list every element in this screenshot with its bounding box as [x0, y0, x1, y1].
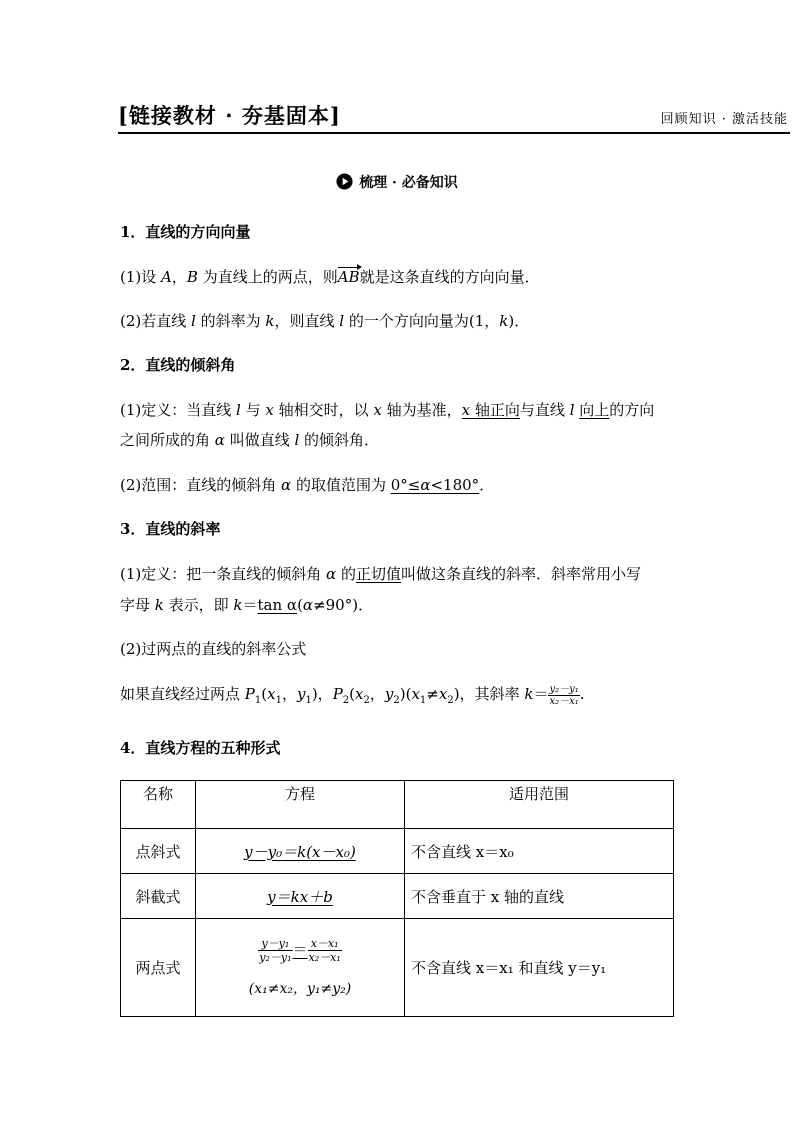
- table-header-cell: 适用范围: [405, 781, 674, 829]
- paragraph-1-1: (1)设 A，B 为直线上的两点，则AB就是这条直线的方向向量．: [120, 268, 540, 286]
- heading-4: 4．直线方程的五种形式: [120, 739, 281, 757]
- slope-fraction: $\frac{\text{y₂－y₁}}{\text{x₂－x₁}}$: [549, 683, 579, 707]
- table-header-row: [121, 781, 674, 829]
- vector-ab: AB: [337, 268, 360, 286]
- table-cell: 两点式: [121, 919, 196, 1017]
- page-title: [链接教材 · 夯基固本]: [118, 103, 341, 128]
- table-header-cell: 名称: [121, 781, 196, 829]
- heading-1: 1．直线的方向向量: [120, 223, 251, 241]
- table-header-cell: 方程: [196, 781, 405, 829]
- table-cell: 不含直线 x＝x₀: [405, 829, 674, 874]
- paragraph-3-3: 如果直线经过两点 $P_1(x_1$，$y_1$)，$P_2(x_2$，$y_2)(x_1\ne x_2)$，其斜率 k＝ $\frac{\text{y₂－y₁}}{\text{x₂－x₁}}$ .: [120, 683, 585, 707]
- section-title: 梳理 · 必备知识: [359, 175, 458, 191]
- section-heading: [0, 172, 794, 192]
- line-forms-table: [120, 780, 674, 1017]
- paragraph-2-1b: 之间所成的角 α 叫做直线 l 的倾斜角．: [120, 431, 380, 449]
- table-cell: 斜截式: [121, 874, 196, 919]
- heading-3: 3．直线的斜率: [120, 520, 221, 538]
- header-subtitle: 回顾知识 · 激活技能: [660, 112, 788, 127]
- table-cell: y＝kx＋b: [196, 874, 405, 919]
- table-cell: 不含垂直于 x 轴的直线: [405, 874, 674, 919]
- header-divider: [118, 132, 790, 134]
- paragraph-3-1: (1)定义：把一条直线的倾斜角 α 的正切值叫做这条直线的斜率．斜率常用小写: [120, 565, 641, 583]
- table-cell: 点斜式: [121, 829, 196, 874]
- paragraph-2-1: (1)定义：当直线 l 与 x 轴相交时，以 x 轴为基准，x 轴正向与直线 l 向上的方向: [120, 401, 655, 419]
- paragraph-1-2: (2)若直线 l 的斜率为 k，则直线 l 的一个方向向量为(1，k)．: [120, 312, 530, 330]
- table-row: [121, 919, 674, 1017]
- table-row: [121, 829, 674, 874]
- paragraph-3-1b: 字母 k 表示，即 k＝tan α(α≠90°)．: [120, 596, 374, 614]
- table-cell: $\frac{\text{y－y₁}}{\text{y₂－y₁}}$ ＝ $\frac{\text{x－x₁}}{\text{x₂－x₁}}$ (x₁≠x₂，y₁≠y₂): [196, 919, 405, 1017]
- paragraph-2-2: (2)范围：直线的倾斜角 α 的取值范围为 0°≤α<180°．: [120, 476, 495, 494]
- paragraph-3-2: (2)过两点的直线的斜率公式: [120, 640, 307, 658]
- table-cell: 不含直线 x＝x₁ 和直线 y＝y₁: [405, 919, 674, 1017]
- heading-2: 2．直线的倾斜角: [120, 356, 236, 374]
- play-circle-icon: [336, 173, 353, 190]
- table-cell: y－y₀＝k(x－x₀): [196, 829, 405, 874]
- table-row: [121, 874, 674, 919]
